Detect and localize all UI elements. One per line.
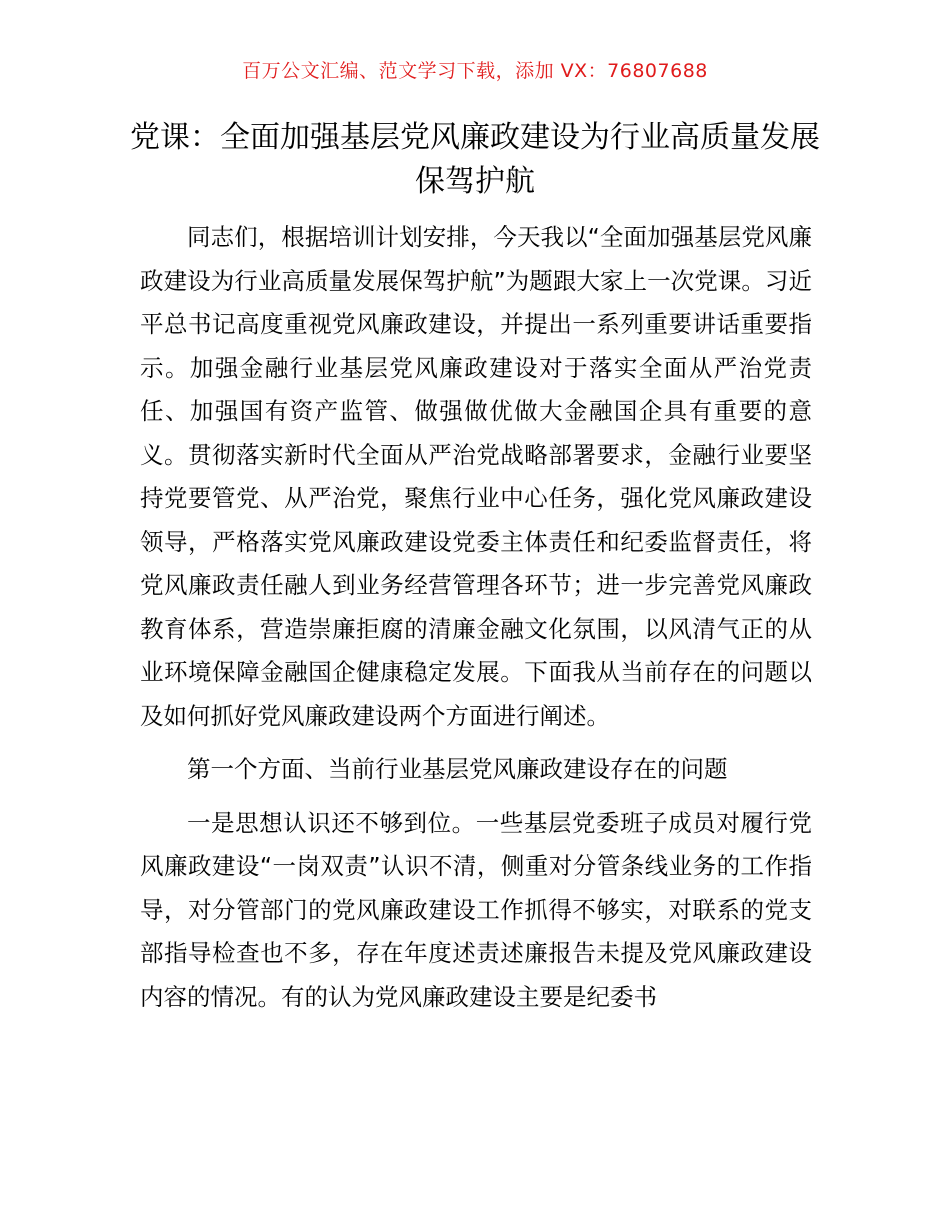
spacer xyxy=(140,792,812,802)
document-body xyxy=(140,216,812,1019)
spacer xyxy=(140,738,812,748)
section-paragraph: 一是思想认识还不够到位。一些基层党委班子成员对履行党风廉政建设“一岗双责”认识不清，侧重对分管条线业务的工作指导，对分管部门的党风廉政建设工作抓得不够实，对联系的党支部指导检查也不多，存在年度述责述廉报告未提及党风廉政建设内容的情况。有的认为党风廉政建设主要是纪委书 xyxy=(140,808,812,1011)
watermark-header: 百万公文汇编、范文学习下载，添加 VX：76807688 xyxy=(242,60,708,82)
intro-paragraph: 同志们，根据培训计划安排，今天我以“全面加强基层党风廉政建设为行业高质量发展保驾护航”为题跟大家上一次党课。习近平总书记高度重视党风廉政建设，并提出一系列重要讲话重要指示。加强金融行业基层党风廉政建设对于落实全面从严治党责任、加强国有资产监管、做强做优做大金融国企具有重要的意义。贯彻落实新时代全面从严治党战略部署要求，金融行业要坚持党要管党、从严治党，聚焦行业中心任务，强化党风廉政建设领导，严格落实党风廉政建设党委主体责任和纪委监督责任，将党风廉政责任融人到业务经营管理各环节；进一步完善党风廉政教育体系，营造崇廉拒腐的清廉金融文化氛围，以风清气正的从业环境保障金融国企健康稳定发展。下面我从当前存在的问题以及如何抓好党风廉政建设两个方面进行阐述。 xyxy=(140,223,812,730)
document-title: 党课：全面加强基层党风廉政建设为行业高质量发展保驾护航 xyxy=(130,120,820,199)
section-heading: 第一个方面、当前行业基层党风廉政建设存在的问题 xyxy=(187,755,728,783)
